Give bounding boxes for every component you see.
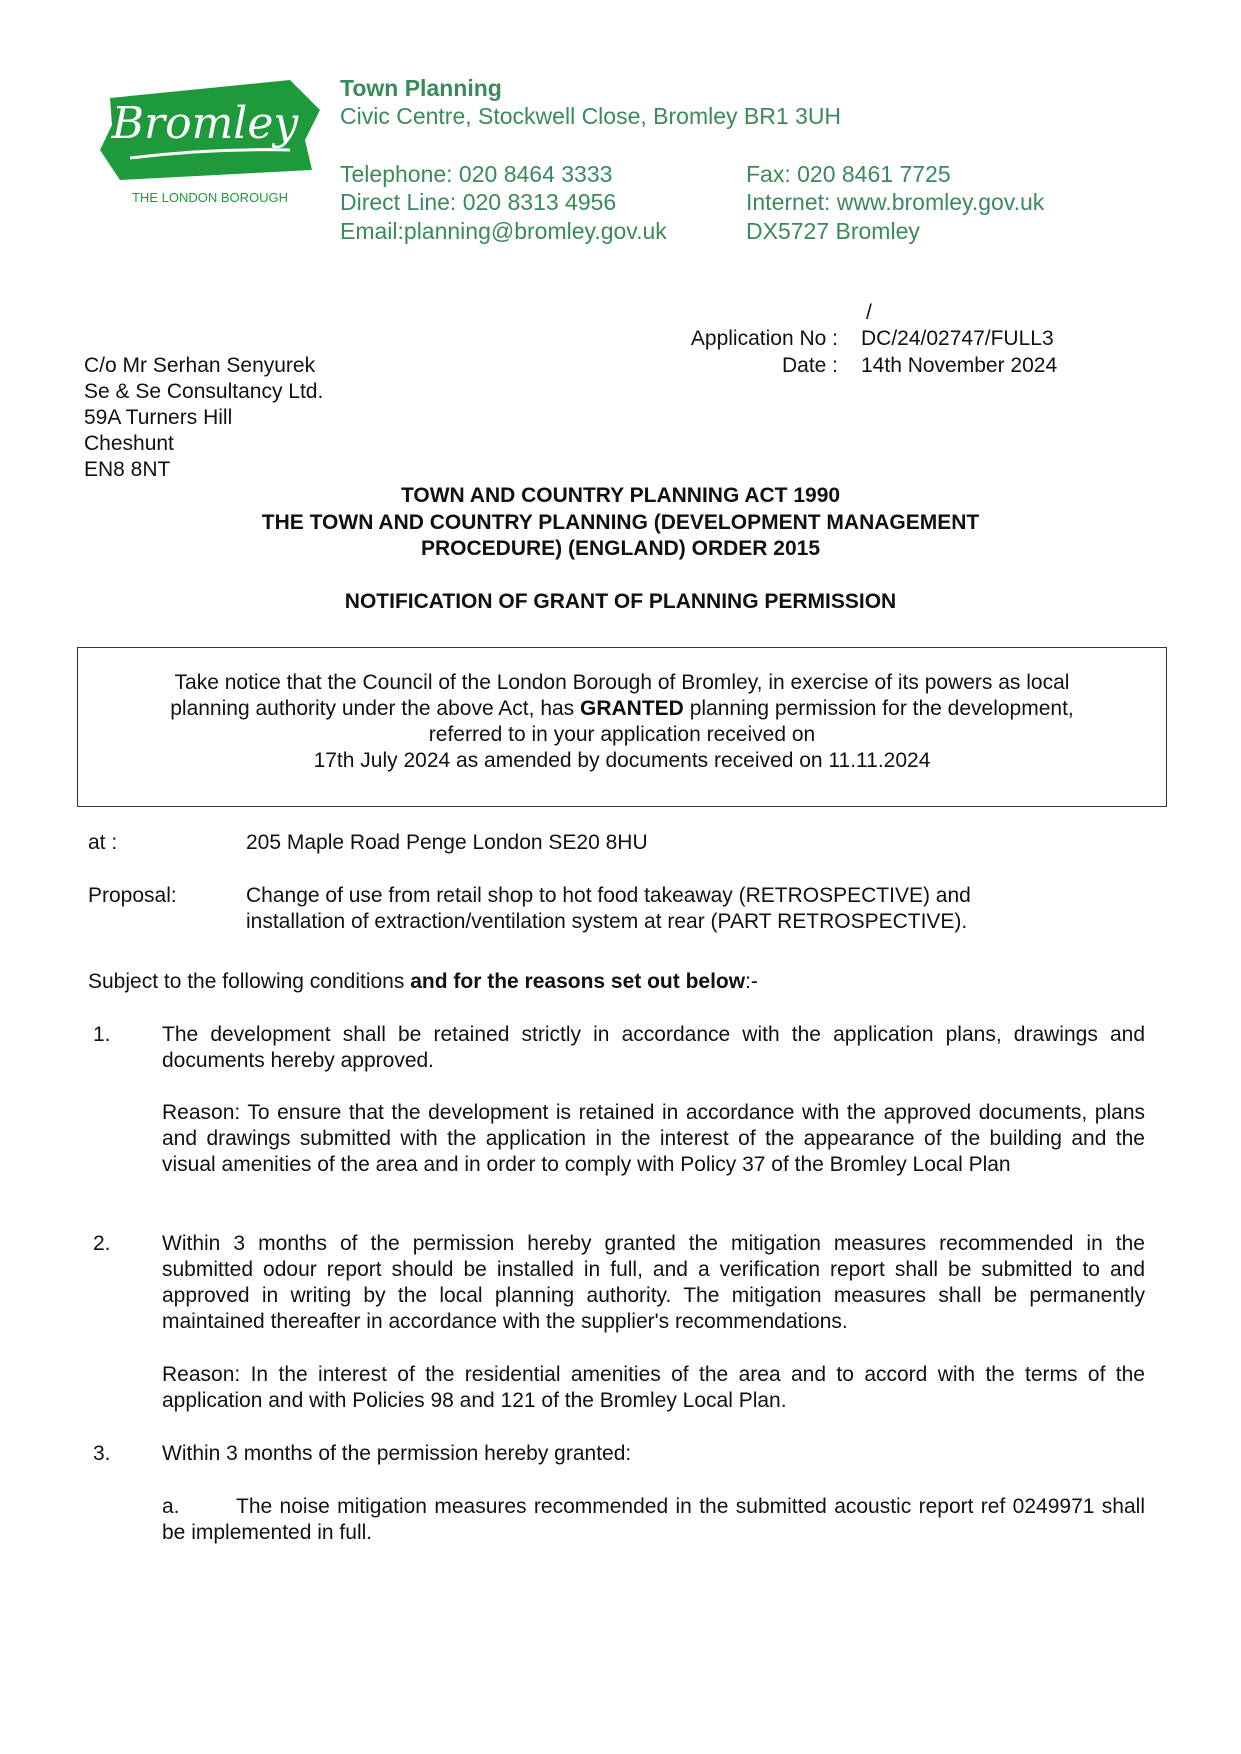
condition-number: 1. — [93, 1023, 111, 1046]
condition-number: 3. — [93, 1442, 111, 1465]
logo-text: Bromley — [111, 98, 299, 149]
granted-word: GRANTED — [580, 697, 684, 720]
order-title-2: PROCEDURE) (ENGLAND) ORDER 2015 — [420, 537, 821, 560]
act-title: TOWN AND COUNTRY PLANNING ACT 1990 — [400, 484, 841, 507]
recipient-line: EN8 8NT — [84, 458, 171, 481]
proposal-label: Proposal: — [88, 884, 177, 907]
recipient-line: C/o Mr Serhan Senyurek — [84, 354, 316, 377]
conditions-intro — [88, 969, 758, 995]
recipient-line: 59A Turners Hill — [84, 406, 233, 429]
office-address: Civic Centre, Stockwell Close, Bromley BR1 3UH — [340, 103, 842, 129]
site-address: 205 Maple Road Penge London SE20 8HU — [246, 831, 648, 854]
notice-line: 17th July 2024 as amended by documents received on 11.11.2024 — [313, 749, 931, 772]
notice-text — [77, 670, 1167, 774]
website-link[interactable]: Internet: www.bromley.gov.uk — [746, 189, 1045, 215]
condition-text: The development shall be retained strictly in accordance with the application plans, drawings and documents hereby approved. — [162, 1023, 1145, 1072]
fax: Fax: 020 8461 7725 — [746, 161, 951, 187]
application-no: DC/24/02747/FULL3 — [861, 327, 1054, 350]
at-label: at : — [88, 831, 118, 854]
condition-reason: Reason: To ensure that the development is retained in accordance with the approved documents, plans and drawings submitted with the application in the interest of the appearance of the building and the visual amenities of the area and in order to comply with Policy 37 of the Bromley Local Plan — [162, 1101, 1145, 1176]
intro-suffix: :- — [745, 970, 758, 993]
intro-bold: and for the reasons set out below — [410, 970, 746, 993]
email-link[interactable]: Email:planning@bromley.gov.uk — [340, 218, 667, 244]
slash-mark: / — [866, 301, 872, 324]
condition-number: 2. — [93, 1232, 111, 1255]
date-label: Date : — [781, 354, 838, 377]
sub-condition-label: a. — [162, 1495, 180, 1518]
application-no-label: Application No : — [690, 327, 838, 350]
condition-reason: Reason: In the interest of the residential amenities of the area and to accord with the terms of the application and with Policies 98 and 121 of the Bromley Local Plan. — [162, 1363, 1145, 1412]
condition-text: Within 3 months of the permission hereby granted: — [162, 1442, 632, 1465]
recipient-address — [84, 353, 323, 483]
notice-text-part: planning authority under the above Act, has — [170, 697, 581, 720]
condition-text: Within 3 months of the permission hereby granted the mitigation measures recommended in the submitted odour report should be installed in full, and a verification report shall be submitted to and approved in writing by the local planning authority. The mitigation measures shall be permanently maintained thereafter in accordance with the supplier's recommendations. — [162, 1232, 1145, 1333]
logo-subtitle: THE LONDON BOROUGH — [131, 190, 289, 205]
notice-line: referred to in your application received on — [428, 723, 816, 746]
proposal-text: Change of use from retail shop to hot food takeaway (RETROSPECTIVE) and installation of extraction/ventilation system at rear (PART RETROSPECTIVE). — [246, 884, 971, 933]
direct-line: Direct Line: 020 8313 4956 — [340, 189, 617, 215]
department-name: Town Planning — [340, 75, 502, 101]
dx-number: DX5727 Bromley — [746, 218, 920, 244]
notice-text-part: planning permission for the development, — [683, 697, 1074, 720]
recipient-line: Se & Se Consultancy Ltd. — [84, 380, 324, 403]
telephone: Telephone: 020 8464 3333 — [340, 161, 613, 187]
notice-line: Take notice that the Council of the London Borough of Bromley, in exercise of its powers as local — [174, 671, 1070, 694]
order-title-1: THE TOWN AND COUNTRY PLANNING (DEVELOPMENT MANAGEMENT — [261, 511, 980, 534]
letter-date: 14th November 2024 — [861, 354, 1058, 377]
sub-condition-text: The noise mitigation measures recommended in the submitted acoustic report ref 0249971 shall be implemented in full. — [162, 1495, 1145, 1544]
bromley-logo — [90, 70, 330, 210]
recipient-line: Cheshunt — [84, 432, 174, 455]
notification-title: NOTIFICATION OF GRANT OF PLANNING PERMISSION — [344, 590, 897, 613]
notice-line — [77, 696, 1167, 722]
intro-text: Subject to the following conditions — [88, 970, 411, 993]
